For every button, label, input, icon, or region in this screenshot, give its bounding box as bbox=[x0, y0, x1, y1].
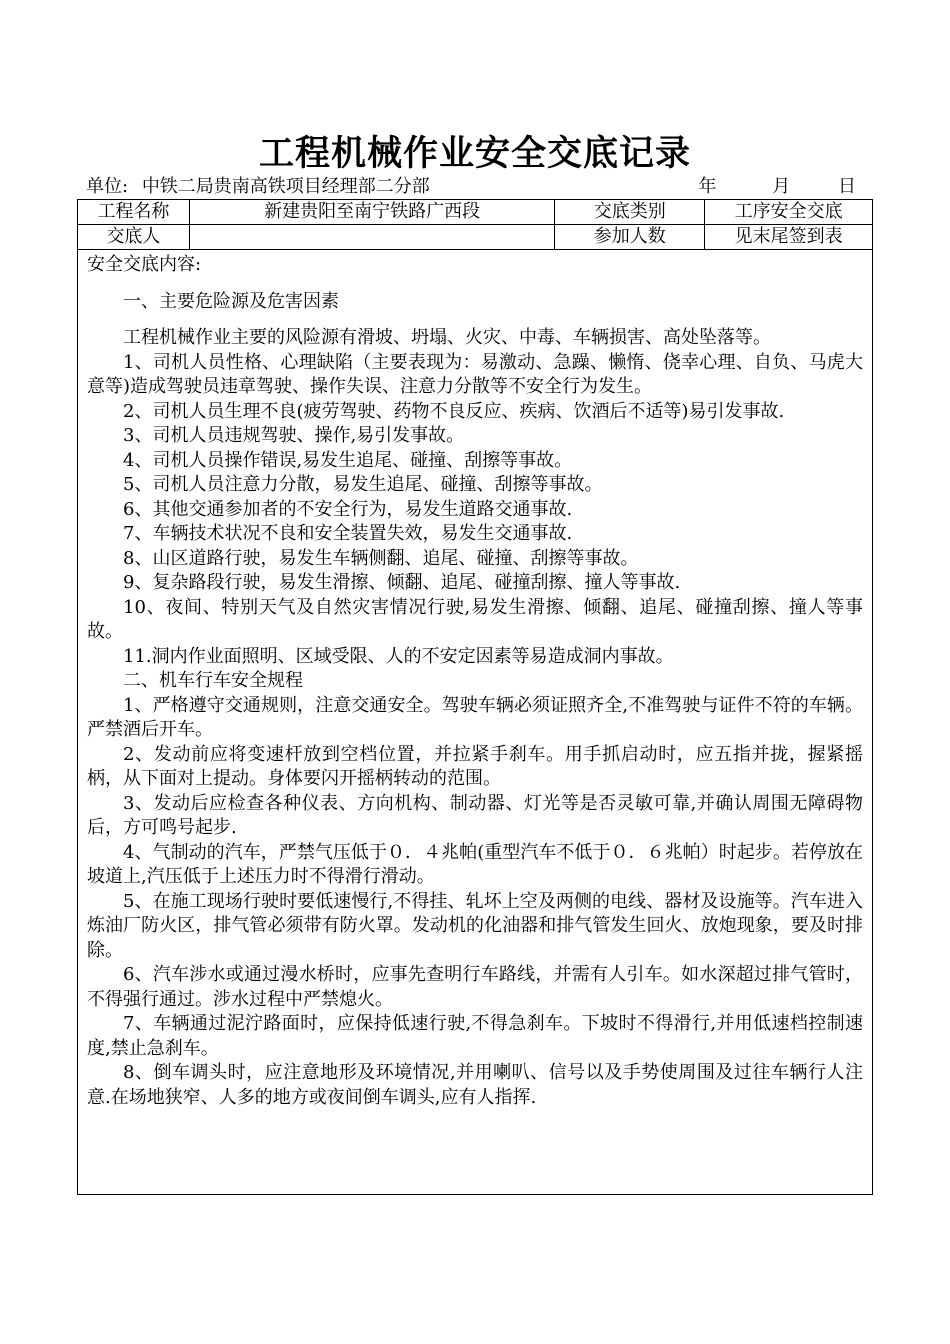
paragraph: 3、司机人员违规驾驶、操作,易引发事故。 bbox=[123, 425, 465, 446]
paragraph: 5、司机人员注意力分散，易发生追尾、碰撞、刮擦等事故。 bbox=[123, 474, 603, 495]
paragraph: 5、在施工现场行驶时要低速慢行,不得挂、轧坏上空及两侧的电线、器材及设施等。汽车进入炼油厂防火区，排气管必须带有防火罩。发动机的化油器和排气管发生回火、放炮现象，要及时排除。 bbox=[87, 890, 863, 961]
content-body bbox=[87, 253, 863, 1110]
date-field bbox=[661, 176, 856, 198]
paragraph: 11.洞内作业面照明、区域受限、人的不安定因素等易造成洞内事故。 bbox=[123, 645, 674, 667]
unit-row bbox=[86, 176, 856, 198]
paragraph: 10、夜间、特别天气及自然灾害情况行驶,易发生滑擦、倾翻、追尾、碰撞刮擦、撞人等事故。 bbox=[87, 596, 863, 642]
presenter-value bbox=[189, 225, 555, 250]
paragraph: 3、发动后应检查各种仪表、方向机构、制动器、灯光等是否灵敏可靠,并确认周围无障碍物后，方可鸣号起步. bbox=[87, 792, 863, 838]
paragraph: 7、车辆通过泥泞路面时，应保持低速行驶,不得急刹车。下坡时不得滑行,并用低速档控制速度,禁止急刹车。 bbox=[87, 1013, 863, 1059]
table-row bbox=[78, 225, 873, 250]
paragraph: 9、复杂路段行驶，易发生滑擦、倾翻、追尾、碰撞刮擦、撞人等事故. bbox=[123, 572, 681, 593]
info-table bbox=[77, 199, 873, 250]
unit-value: 中铁二局贵南高铁项目经理部二分部 bbox=[141, 176, 430, 197]
unit-info bbox=[86, 176, 430, 198]
section-heading: 一、主要危险源及危害因素 bbox=[123, 290, 339, 312]
paragraph: 1、严格遵守交通规则，注意交通安全。驾驶车辆必须证照齐全,不准驾驶与证件不符的车辆。严禁酒后开车。 bbox=[87, 694, 863, 740]
paragraph: 6、其他交通参加者的不安全行为，易发生道路交通事故. bbox=[123, 498, 573, 520]
participants-value: 见末尾签到表 bbox=[705, 225, 873, 250]
paragraph: 6、汽车涉水或通过漫水桥时，应事先查明行车路线，并需有人引车。如水深超过排气管时，不得强行通过。涉水过程中严禁熄火。 bbox=[87, 964, 863, 1010]
presenter-label: 交底人 bbox=[78, 225, 190, 250]
project-name-label: 工程名称 bbox=[78, 200, 190, 225]
unit-label: 单位: bbox=[86, 176, 129, 197]
month-label: 月 bbox=[772, 176, 791, 197]
category-label: 交底类别 bbox=[555, 200, 705, 225]
paragraph: 1、司机人员性格、心理缺陷（主要表现为：易激动、急躁、懒惰、侥幸心理、自负、马虎大意等)造成驾驶员违章驾驶、操作失误、注意力分散等不安全行为发生。 bbox=[87, 351, 863, 397]
section-heading: 二、机车行车安全规程 bbox=[123, 670, 303, 691]
content-heading: 安全交底内容: bbox=[87, 254, 202, 275]
paragraph: 4、气制动的汽车，严禁气压低于０．４兆帕(重型汽车不低于０．６兆帕）时起步。若停放在坡道上,汽压低于上述压力时不得滑行滑动。 bbox=[87, 841, 863, 887]
participants-label: 参加人数 bbox=[555, 225, 705, 250]
paragraph: 4、司机人员操作错误,易发生追尾、碰撞、刮擦等事故。 bbox=[123, 449, 573, 471]
day-label: 日 bbox=[838, 176, 856, 197]
content-box bbox=[77, 249, 873, 1195]
paragraph: 2、司机人员生理不良(疲劳驾驶、药物不良反应、疾病、饮酒后不适等)易引发事故. bbox=[123, 400, 785, 422]
paragraph: 工程机械作业主要的风险源有滑坡、坍塌、火灾、中毒、车辆损害、高处坠落等。 bbox=[123, 327, 771, 348]
project-name-value: 新建贵阳至南宁铁路广西段 bbox=[189, 200, 555, 225]
page-title: 工程机械作业安全交底记录 bbox=[258, 133, 691, 174]
paragraph: 2、发动前应将变速杆放到空档位置，并拉紧手刹车。用手抓启动时，应五指并拢，握紧摇柄，从下面对上提动。身体要闪开摇柄转动的范围。 bbox=[87, 743, 863, 789]
paragraph: 7、车辆技术状况不良和安全装置失效，易发生交通事故. bbox=[123, 523, 573, 544]
paragraph: 8、倒车调头时，应注意地形及环境情况,并用喇叭、信号以及手势使周围及过往车辆行人注意.在场地狭窄、人多的地方或夜间倒车调头,应有人指挥. bbox=[87, 1062, 863, 1108]
category-value: 工序安全交底 bbox=[705, 200, 873, 225]
paragraph: 8、山区道路行驶，易发生车辆侧翻、追尾、碰撞、刮擦等事故。 bbox=[123, 547, 639, 569]
year-label: 年 bbox=[698, 176, 717, 197]
table-row bbox=[78, 200, 873, 225]
